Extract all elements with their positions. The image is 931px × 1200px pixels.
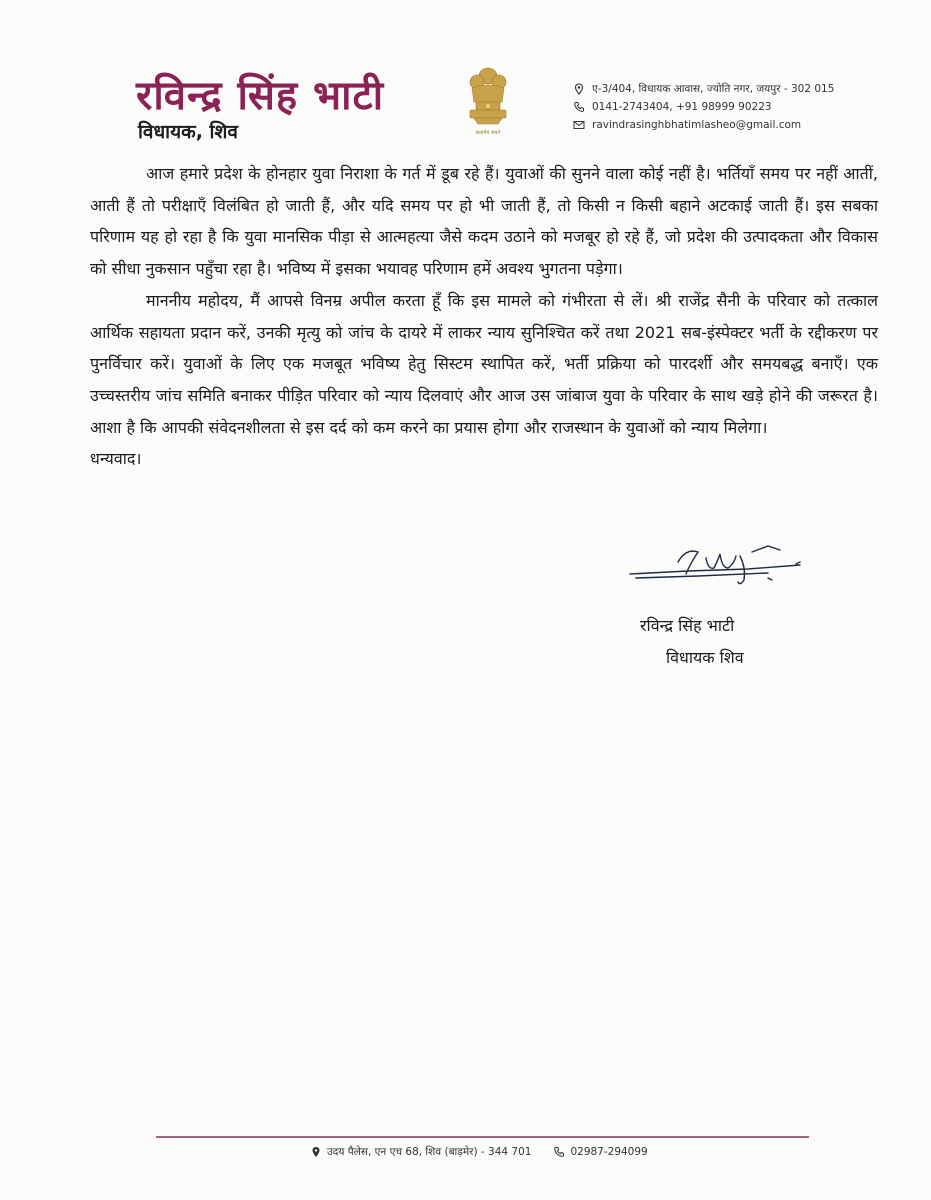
- footer: [310, 1145, 648, 1159]
- contact-address: ए-3/404, विधायक आवास, ज्योति नगर, जयपुर - 302 015: [592, 83, 835, 95]
- phone-icon: [572, 101, 586, 113]
- emblem-motto: सत्यमेव जयते: [475, 130, 501, 136]
- contact-email[interactable]: ravindrasinghbhatimlasheo@gmail.com: [592, 119, 802, 131]
- letter-thanks: धन्यवाद।: [90, 449, 142, 469]
- footer-phone: 02987-294099: [570, 1146, 648, 1158]
- handwritten-signature: [628, 538, 803, 588]
- letterhead-name: रविन्द्र सिंह भाटी: [136, 72, 385, 119]
- letter-body: [90, 158, 878, 475]
- footer-divider: [156, 1136, 809, 1138]
- signoff-designation: विधायक शिव: [666, 648, 744, 667]
- signoff-name: रविन्द्र सिंह भाटी: [640, 616, 735, 635]
- letterhead-designation: विधायक, शिव: [138, 121, 238, 143]
- contact-phone: 0141-2743404, +91 98999 90223: [592, 101, 772, 113]
- contact-address-row: [572, 80, 834, 98]
- contact-email-row: [572, 116, 834, 134]
- national-emblem-icon: [460, 62, 516, 140]
- letter-paragraph-1: आज हमारे प्रदेश के होनहार युवा निराशा के गर्त में डूब रहे हैं। युवाओं की सुनने वाला कोई नहीं है। भर्तियाँ समय पर नहीं आतीं, आती हैं तो परीक्षाएँ विलंबित हो जाती हैं, और यदि समय पर हो भी जाती हैं, तो किसी न किसी बहाने अटकाई जाती हैं। इस सबका परिणाम यह हो रहा है कि युवा मानसिक पीड़ा से आत्महत्या जैसे कदम उठाने को मजबूर हो रहे हैं, जो प्रदेश की उत्पादकता और विकास को सीधा नुकसान पहुँचा रहा है। भविष्य में इसका भयावह परिणाम हमें अवश्य भुगतना पड़ेगा।: [90, 164, 878, 279]
- footer-address: उदय पैलेस, एन एच 68, शिव (बाड़मेर) - 344 701: [327, 1146, 532, 1158]
- contact-phone-row: [572, 98, 834, 116]
- email-icon: [572, 119, 586, 131]
- phone-icon: [553, 1146, 565, 1158]
- contact-block: [572, 80, 834, 134]
- letter-paragraph-2: माननीय महोदय, मैं आपसे विनम्र अपील करता हूँ कि इस मामले को गंभीरता से लें। श्री राजेंद्र सैनी के परिवार को तत्काल आर्थिक सहायता प्रदान करें, उनकी मृत्यु को जांच के दायरे में लाकर न्याय सुनिश्चित करें तथा 2021 सब-इंस्पेक्टर भर्ती के रद्दीकरण पर पुनर्विचार करें। युवाओं के लिए एक मजबूत भविष्य हेतु सिस्टम स्थापित करें, भर्ती प्रक्रिया को पारदर्शी और समयबद्ध बनाएँ। एक उच्चस्तरीय जांच समिति बनाकर पीड़ित परिवार को न्याय दिलवाएं और आज उस जांबाज युवा के परिवार के साथ खड़े होने की जरूरत है। आशा है कि आपकी संवेदनशीलता से इस दर्द को कम करने का प्रयास होगा और राजस्थान के युवाओं को न्याय मिलेगा।: [90, 290, 878, 437]
- location-pin-icon: [572, 83, 586, 95]
- location-pin-icon: [310, 1146, 322, 1158]
